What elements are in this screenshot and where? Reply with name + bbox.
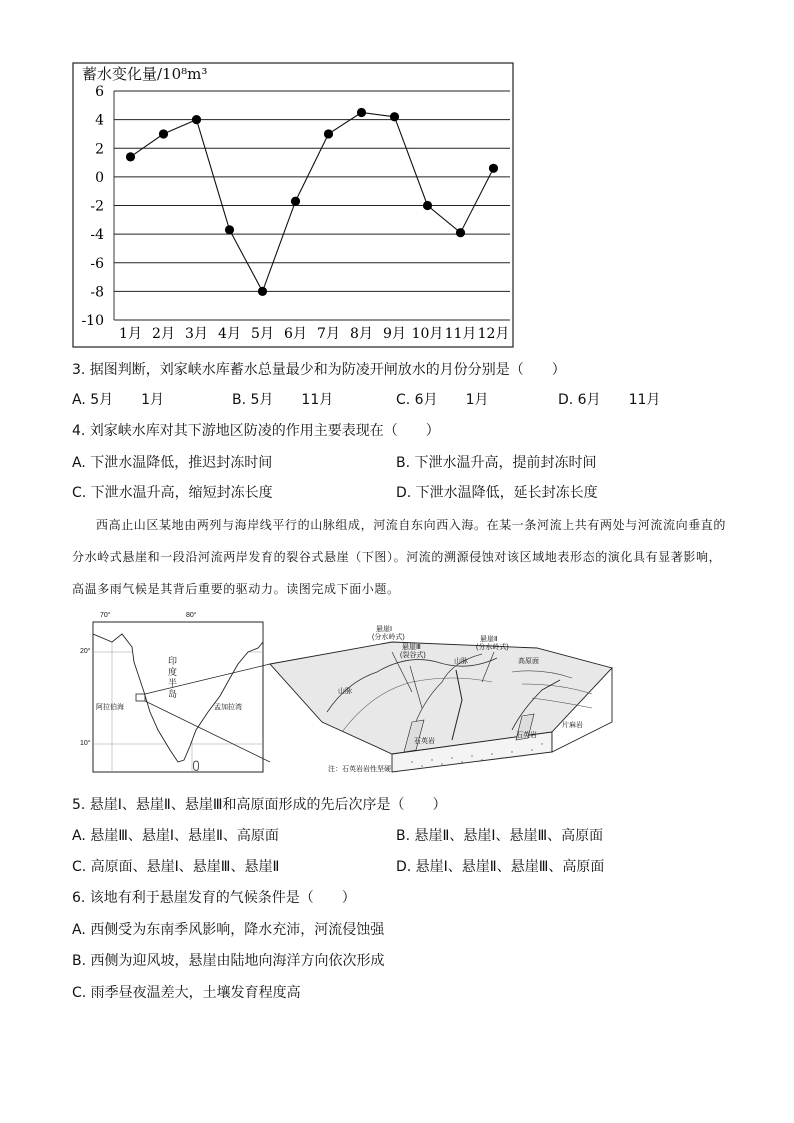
cliff1-type: (分水岭式) <box>372 634 405 641</box>
storage-change-chart <box>72 62 514 348</box>
cliff2-label: 悬崖Ⅱ <box>480 636 498 643</box>
y-tick-label: -8 <box>90 284 104 301</box>
x-tick-label: 7月 <box>317 326 340 342</box>
map-bengal-bay: 孟加拉湾 <box>214 704 242 711</box>
map-lat10: 10° <box>80 740 91 747</box>
y-tick-label: 6 <box>95 84 104 100</box>
x-tick-label: 1月 <box>119 326 142 342</box>
figure-note: 注：石英岩岩性坚硬 <box>328 766 391 773</box>
reading-passage: 西高止山区某地由两列与海岸线平行的山脉组成，河流自东向西入海。在某一条河流上共有两处与河流流向垂直的分水岭式悬崖和一段沿河流两岸发育的裂谷式悬崖（下图）。河流的溯源侵蚀对该区域地表形态的演化具有显著影响，高温多雨气候是其背后重要的驱动力。读图完成下面小题。 <box>72 518 727 596</box>
data-point <box>390 112 399 121</box>
x-tick-label: 5月 <box>251 326 274 342</box>
data-point <box>324 129 333 138</box>
q6-option-c[interactable]: C. 雨季昼夜温差大，土壤发育程度高 <box>72 985 301 1001</box>
x-tick-label: 2月 <box>152 326 175 342</box>
chart-svg <box>72 62 514 348</box>
data-point <box>192 115 201 124</box>
q4-option-c[interactable]: C. 下泄水温升高，缩短封冻长度 <box>72 485 273 501</box>
map-lon70: 70° <box>100 612 111 619</box>
mountain-label-1: 山脉 <box>338 688 352 695</box>
cliff3-type: (裂谷式) <box>400 652 426 659</box>
x-tick-label: 12月 <box>477 326 510 342</box>
y-tick-label: 2 <box>95 141 104 158</box>
data-point <box>225 225 234 234</box>
q4-option-b[interactable]: B. 下泄水温升高，提前封冻时间 <box>396 455 597 471</box>
data-point <box>291 197 300 206</box>
data-point <box>489 164 498 173</box>
x-tick-label: 10月 <box>411 326 444 342</box>
x-tick-label: 8月 <box>350 326 373 342</box>
q3-option-c[interactable]: C. 6月 1月 <box>396 392 489 408</box>
q3-option-b[interactable]: B. 5月 11月 <box>232 392 334 408</box>
map-lon80: 80° <box>186 612 197 619</box>
map-arabian-sea: 阿拉伯海 <box>96 704 124 711</box>
q5-option-d[interactable]: D. 悬崖Ⅰ、悬崖Ⅱ、悬崖Ⅲ、高原面 <box>396 859 605 875</box>
data-point <box>456 228 465 237</box>
y-tick-label: -10 <box>81 313 104 329</box>
cliff2-type: (分水岭式) <box>476 644 509 651</box>
data-point <box>159 129 168 138</box>
q4-stem: 4. 刘家峡水库对其下游地区防凌的作用主要表现在（ ） <box>72 423 440 439</box>
quartz-label-1: 石英岩 <box>414 738 435 745</box>
data-point <box>423 201 432 210</box>
q3-option-a[interactable]: A. 5月 1月 <box>72 392 165 408</box>
x-tick-label: 9月 <box>383 326 406 342</box>
y-tick-label: -2 <box>90 198 104 215</box>
map-india-label: 印度半岛 <box>168 656 178 699</box>
q6-stem: 6. 该地有利于悬崖发育的气候条件是（ ） <box>72 890 356 906</box>
x-tick-label: 3月 <box>185 326 208 342</box>
q4-option-a[interactable]: A. 下泄水温降低，推迟封冻时间 <box>72 455 273 471</box>
q5-option-a[interactable]: A. 悬崖Ⅲ、悬崖Ⅰ、悬崖Ⅱ、高原面 <box>72 828 279 844</box>
data-point <box>258 287 267 296</box>
data-point <box>357 108 366 117</box>
q3-stem: 3. 据图判断，刘家峡水库蓄水总量最少和为防凌开闸放水的月份分别是（ ） <box>72 362 566 378</box>
chart-title: 蓄水变化量/10⁸m³ <box>82 65 208 83</box>
series-line <box>131 113 494 292</box>
q5-option-b[interactable]: B. 悬崖Ⅱ、悬崖Ⅰ、悬崖Ⅲ、高原面 <box>396 828 604 844</box>
q6-option-b[interactable]: B. 西侧为迎风坡，悬崖由陆地向海洋方向依次形成 <box>72 953 385 969</box>
x-tick-label: 6月 <box>284 326 307 342</box>
cliff3-label: 悬崖Ⅲ <box>402 644 421 651</box>
q4-option-d[interactable]: D. 下泄水温降低，延长封冻长度 <box>396 485 598 501</box>
cliff1-label: 悬崖Ⅰ <box>376 626 393 633</box>
q6-option-a[interactable]: A. 西侧受为东南季风影响，降水充沛，河流侵蚀强 <box>72 922 385 938</box>
q3-option-d[interactable]: D. 6月 11月 <box>558 392 661 408</box>
q5-stem: 5. 悬崖Ⅰ、悬崖Ⅱ、悬崖Ⅲ和高原面形成的先后次序是（ ） <box>72 797 447 813</box>
x-tick-label: 4月 <box>218 326 241 342</box>
x-tick-label: 11月 <box>444 326 477 342</box>
mountain-label-2: 山脉 <box>454 658 468 665</box>
q5-option-c[interactable]: C. 高原面、悬崖Ⅰ、悬崖Ⅲ、悬崖Ⅱ <box>72 859 280 875</box>
terrain-figure <box>80 612 622 777</box>
y-tick-label: 4 <box>95 112 104 129</box>
gneiss-label: 片麻岩 <box>562 722 583 729</box>
map-lat20: 20° <box>80 648 91 655</box>
y-tick-label: 0 <box>95 169 104 186</box>
y-tick-label: -6 <box>90 255 104 272</box>
plateau-label: 高原面 <box>518 658 539 665</box>
quartz-label-2: 石英岩 <box>516 732 537 739</box>
y-tick-label: -4 <box>90 227 104 244</box>
data-point <box>126 152 135 161</box>
